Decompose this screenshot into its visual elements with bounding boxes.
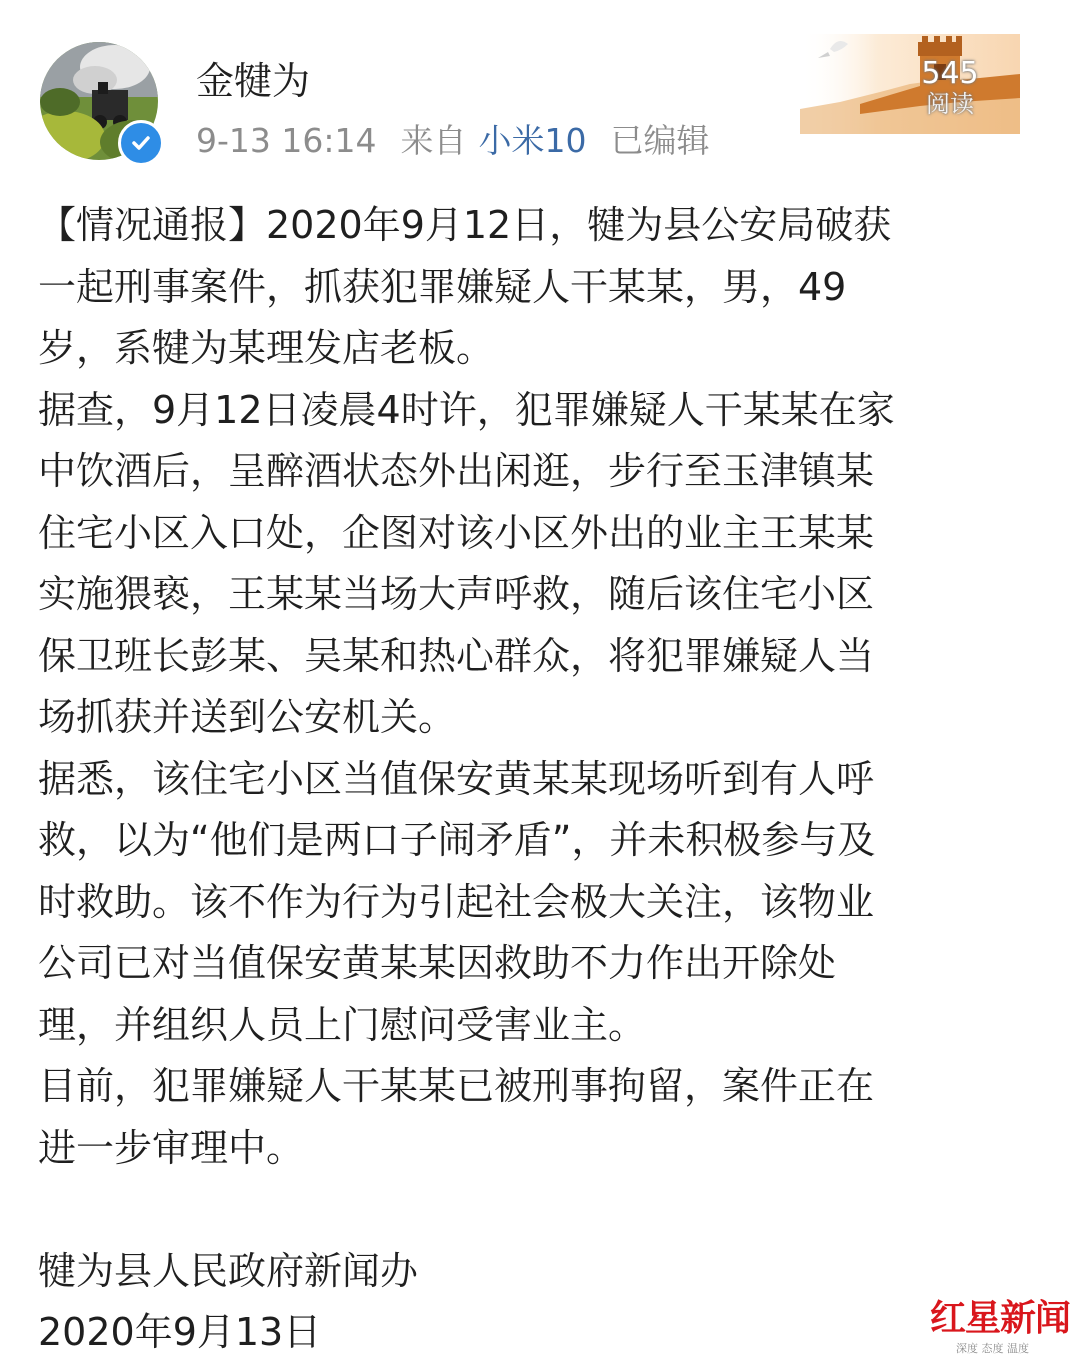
- content-line: 岁，系犍为某理发店老板。: [38, 326, 495, 370]
- verified-badge-icon: [118, 120, 164, 166]
- content-line: 保卫班长彭某、吴某和热心群众，将犯罪嫌疑人当: [38, 633, 875, 678]
- device-link[interactable]: 小米10: [478, 121, 587, 160]
- read-count-label: 阅读: [926, 90, 974, 118]
- post-content: [38, 195, 1048, 1364]
- content-line: 公司已对当值保安黄某某因救助不力作出开除处: [38, 941, 837, 985]
- watermark-logo: [930, 1290, 1070, 1360]
- paragraph-gap: [38, 1179, 1048, 1241]
- source-prefix: 来自: [400, 121, 467, 160]
- content-line: 据查，9月12日凌晨4时许，犯罪嫌疑人干某某在家: [38, 387, 895, 432]
- post-meta: [196, 115, 734, 162]
- username[interactable]: 金犍为: [196, 59, 311, 103]
- signature-org: 犍为县人民政府新闻办: [38, 1248, 419, 1293]
- content-line: 理，并组织人员上门慰问受害业主。: [38, 1002, 647, 1047]
- edited-label[interactable]: 已编辑: [610, 121, 710, 160]
- read-count-number: 545: [921, 56, 979, 91]
- watermark-brand: 红星新闻: [930, 1297, 1071, 1339]
- content-line: 据悉，该住宅小区当值保安黄某某现场听到有人呼: [38, 756, 875, 801]
- content-line: 一起刑事案件，抓获犯罪嫌疑人干某某，男，49: [38, 264, 847, 309]
- watermark-tagline: 深度 态度 温度: [956, 1342, 1029, 1355]
- read-count: [910, 58, 990, 118]
- content-line: 实施猥亵，王某某当场大声呼救，随后该住宅小区: [38, 572, 875, 616]
- content-line: 中饮酒后，呈醉酒状态外出闲逛，步行至玉津镇某: [38, 449, 875, 493]
- post-time: 9-13 16:14: [196, 121, 377, 160]
- content-line: 时救助。该不作为行为引起社会极大关注，该物业: [38, 879, 875, 924]
- content-line: 住宅小区入口处，企图对该小区外出的业主王某某: [38, 510, 875, 555]
- content-line: 进一步审理中。: [38, 1125, 305, 1170]
- content-line: 目前，犯罪嫌疑人干某某已被刑事拘留，案件正在: [38, 1064, 875, 1108]
- signature-date: 2020年9月13日: [38, 1310, 322, 1354]
- content-line: 场抓获并送到公安机关。: [38, 695, 457, 739]
- content-line: 救，以为“他们是两口子闹矛盾”，并未积极参与及: [38, 818, 876, 862]
- content-line: 【情况通报】2020年9月12日，犍为县公安局破获: [38, 203, 892, 247]
